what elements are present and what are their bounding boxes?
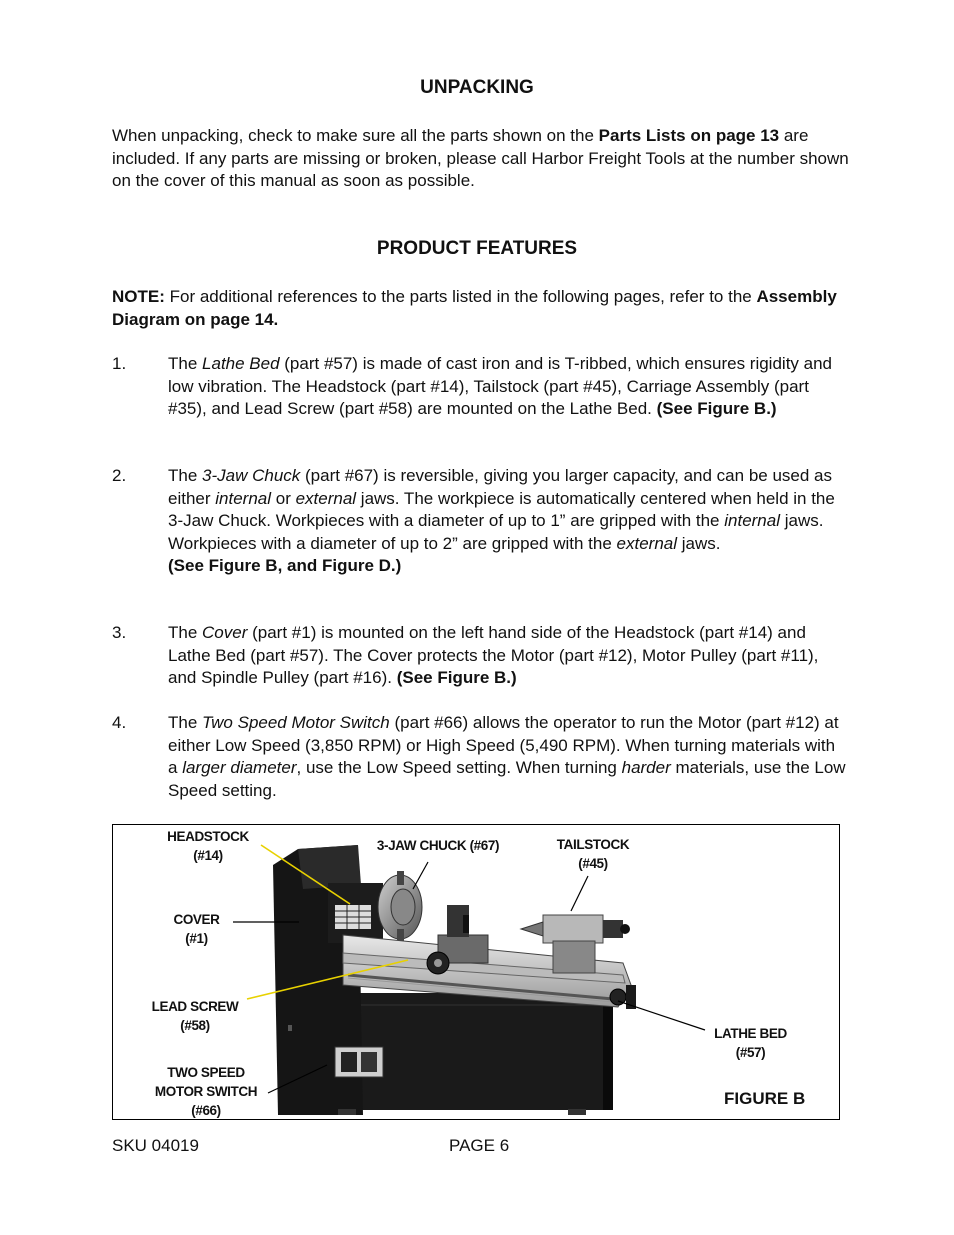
label-lathe-bed: LATHE BED (#57) bbox=[714, 1026, 787, 1060]
item-text: The Lathe Bed (part #57) is made of cast iron and is T-ribbed, which ensures rigidity and low vibration. The Headstock (part #14), Tailstock (part #45), Carriage Assembly (part #35), and Lead Screw (part #58) are mounted on the Lathe Bed. (See Figure B.) bbox=[168, 354, 833, 419]
unpacking-paragraph: When unpacking, check to make sure all the parts shown on the Parts Lists on page 13 are included. If any parts are missing or broken, please call Harbor Freight Tools at the number shown on the cover of this manual as soon as possible. bbox=[112, 126, 849, 191]
item-text: The 3-Jaw Chuck (part #67) is reversible, giving you larger capacity, and can be used as either internal or external jaws. The workpiece is automatically centered when held in the 3-Jaw Chuck. Workpieces with a diameter of up to 1” are gripped with the internal jaws. Workpieces with a diameter of up to 2” are gripped with the external jaws. (See Figure B, and Figure D.) bbox=[168, 466, 835, 576]
figure-b bbox=[112, 824, 840, 1120]
label-lead-screw: LEAD SCREW (#58) bbox=[151, 999, 239, 1033]
footer-page-number: PAGE 6 bbox=[449, 1136, 510, 1155]
label-headstock: HEADSTOCK (#14) bbox=[167, 829, 249, 863]
product-features-heading: PRODUCT FEATURES bbox=[376, 238, 578, 259]
item-number: 3. bbox=[112, 623, 127, 642]
label-tailstock: TAILSTOCK (#45) bbox=[556, 837, 630, 871]
label-cover: COVER (#1) bbox=[173, 912, 220, 946]
label-chuck: 3-JAW CHUCK (#67) bbox=[376, 838, 500, 853]
item-number: 4. bbox=[112, 713, 127, 732]
unpacking-heading: UNPACKING bbox=[420, 77, 534, 98]
item-text: The Two Speed Motor Switch (part #66) allows the operator to run the Motor (part #12) at either Low Speed (3,850 RPM) or High Speed (5,490 RPM). When turning materials with a larger diameter, use the Low Speed setting. When turning harder materials, use the Low Speed setting. bbox=[168, 713, 846, 800]
footer-sku: SKU 04019 bbox=[112, 1136, 199, 1155]
figure-caption: FIGURE B bbox=[724, 1089, 806, 1108]
item-number: 2. bbox=[112, 466, 127, 485]
note-paragraph: NOTE: For additional references to the parts listed in the following pages, refer to the Assembly Diagram on page 14. bbox=[112, 287, 837, 329]
tailstock bbox=[543, 915, 603, 943]
item-number: 1. bbox=[112, 354, 127, 373]
item-text: The Cover (part #1) is mounted on the left hand side of the Headstock (part #14) and Lathe Bed (part #57). The Cover protects the Motor (part #12), Motor Pulley (part #11), and Spindle Pulley (part #16). (See Figure B.) bbox=[168, 623, 819, 688]
label-motor-switch: TWO SPEED MOTOR SWITCH (#66) bbox=[154, 1065, 258, 1118]
